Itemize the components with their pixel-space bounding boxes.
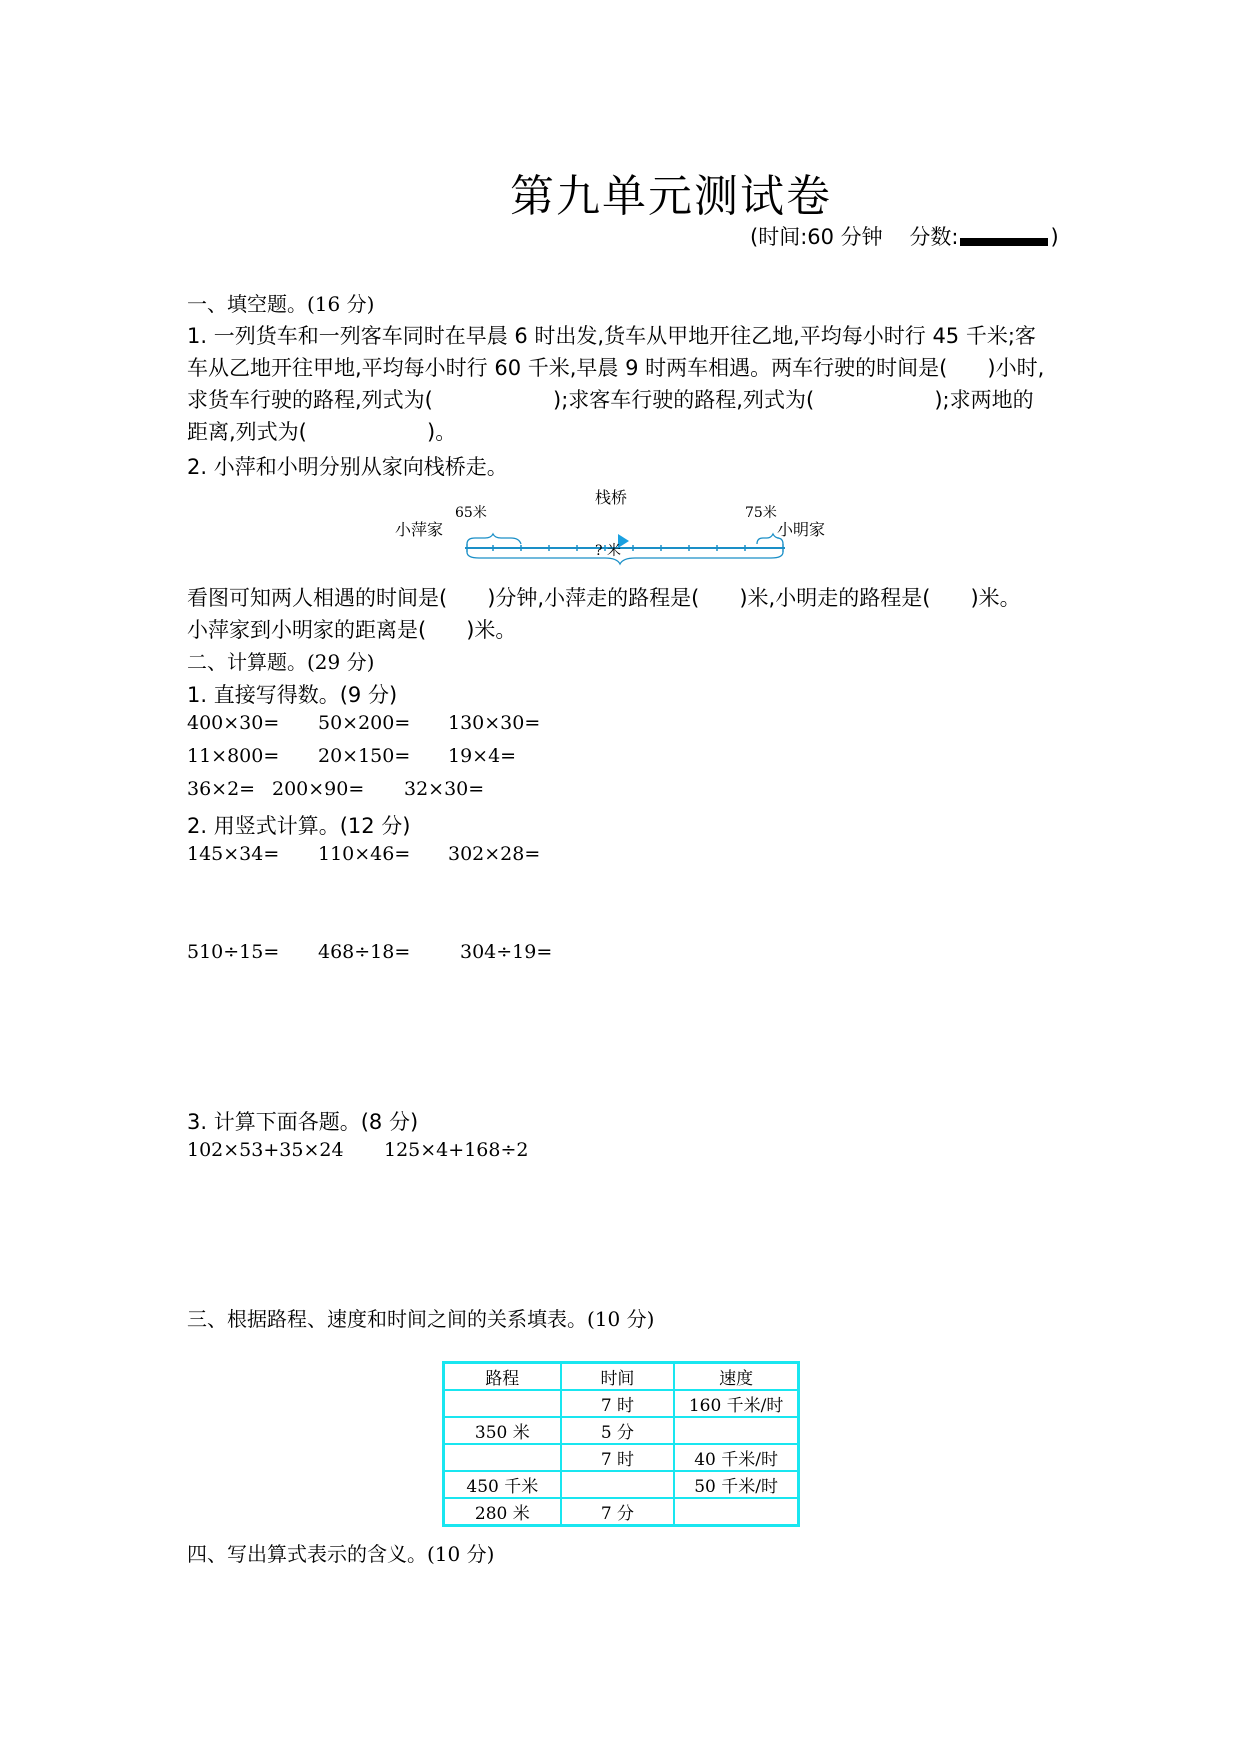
left-home-label: 小萍家 [395, 520, 444, 539]
q1-line-3: 求货车行驶的路程,列式为( );求客车行驶的路程,列式为( );求两地的 [187, 388, 1034, 412]
section3-heading: 三、根据路程、速度和时间之间的关系填表。(10 分) [187, 1307, 655, 1331]
q2-title: 2. 小萍和小明分别从家向栈桥走。 [187, 455, 508, 479]
right-speed-label: 75米 [745, 505, 777, 521]
calc-item: 145×34= [187, 843, 280, 865]
table-cell [444, 1390, 561, 1417]
calc-part1-title: 1. 直接写得数。(9 分) [187, 683, 398, 707]
calc-item: 400×30= [187, 712, 280, 734]
calc-item: 468÷18= [318, 941, 411, 963]
q1-line-2: 车从乙地开往甲地,平均每小时行 60 千米,早晨 9 时两车相遇。两车行驶的时间是( )小时, [187, 356, 1045, 380]
calc-item: 302×28= [448, 843, 541, 865]
q1-line-4: 距离,列式为( )。 [187, 420, 457, 444]
calc-part3-title: 3. 计算下面各题。(8 分) [187, 1110, 419, 1134]
table-cell: 7 时 [561, 1444, 675, 1471]
table-row [444, 1498, 799, 1526]
table-row [444, 1444, 799, 1471]
table-cell: 160 千米/时 [674, 1390, 798, 1417]
table-header-row [444, 1363, 799, 1391]
section2-heading: 二、计算题。(29 分) [187, 650, 375, 674]
table-cell [444, 1444, 561, 1471]
table-row [444, 1390, 799, 1417]
calc-item: 510÷15= [187, 941, 280, 963]
table-cell: 40 千米/时 [674, 1444, 798, 1471]
left-speed-brace [467, 534, 521, 544]
score-label: 分数: [909, 225, 959, 249]
exam-info [750, 221, 1059, 251]
table-header-cell: 速度 [674, 1363, 798, 1391]
table-cell [674, 1498, 798, 1526]
calc-item: 110×46= [318, 843, 411, 865]
relation-table [442, 1361, 800, 1527]
section4-heading: 四、写出算式表示的含义。(10 分) [187, 1542, 495, 1566]
table-cell [674, 1417, 798, 1444]
table-cell: 50 千米/时 [674, 1471, 798, 1498]
table-cell: 280 米 [444, 1498, 561, 1526]
right-home-label: 小明家 [777, 520, 826, 539]
score-blank [960, 238, 1048, 246]
time-info: (时间:60 分钟 [750, 225, 883, 249]
score-close: ) [1050, 225, 1059, 249]
bridge-label: 栈桥 [595, 488, 628, 507]
table-header-cell: 路程 [444, 1363, 561, 1391]
table-row [444, 1417, 799, 1444]
calc-item: 36×2= [187, 778, 256, 800]
calc-item: 102×53+35×24 [187, 1139, 344, 1161]
q1-line-1: 1. 一列货车和一列客车同时在早晨 6 时出发,货车从甲地开往乙地,平均每小时行 45 千米;客 [187, 324, 1036, 348]
table-cell: 5 分 [561, 1417, 675, 1444]
q2-line-1: 看图可知两人相遇的时间是( )分钟,小萍走的路程是( )米,小明走的路程是( )米。 [187, 586, 1021, 610]
calc-item: 304÷19= [460, 941, 553, 963]
section1-heading: 一、填空题。(16 分) [187, 292, 375, 316]
q2-line-2: 小萍家到小明家的距离是( )米。 [187, 618, 517, 642]
table-row [444, 1471, 799, 1498]
calc-item: 130×30= [448, 712, 541, 734]
table-cell: 450 千米 [444, 1471, 561, 1498]
table-cell: 7 时 [561, 1390, 675, 1417]
total-distance-brace [467, 552, 783, 564]
left-speed-label: 65米 [455, 505, 487, 521]
calc-item: 11×800= [187, 745, 280, 767]
calc-item: 32×30= [404, 778, 485, 800]
table-cell: 350 米 [444, 1417, 561, 1444]
calc-item: 50×200= [318, 712, 411, 734]
calc-item: 200×90= [272, 778, 365, 800]
calc-item: 125×4+168÷2 [384, 1139, 529, 1161]
table-cell: 7 分 [561, 1498, 675, 1526]
table-cell [561, 1471, 675, 1498]
calc-item: 19×4= [448, 745, 517, 767]
calc-part2-title: 2. 用竖式计算。(12 分) [187, 814, 411, 838]
total-distance-label: ? 米 [595, 543, 621, 559]
table-header-cell: 时间 [561, 1363, 675, 1391]
page-title: 第九单元测试卷 [510, 171, 832, 222]
calc-item: 20×150= [318, 745, 411, 767]
meeting-diagram [395, 485, 835, 559]
